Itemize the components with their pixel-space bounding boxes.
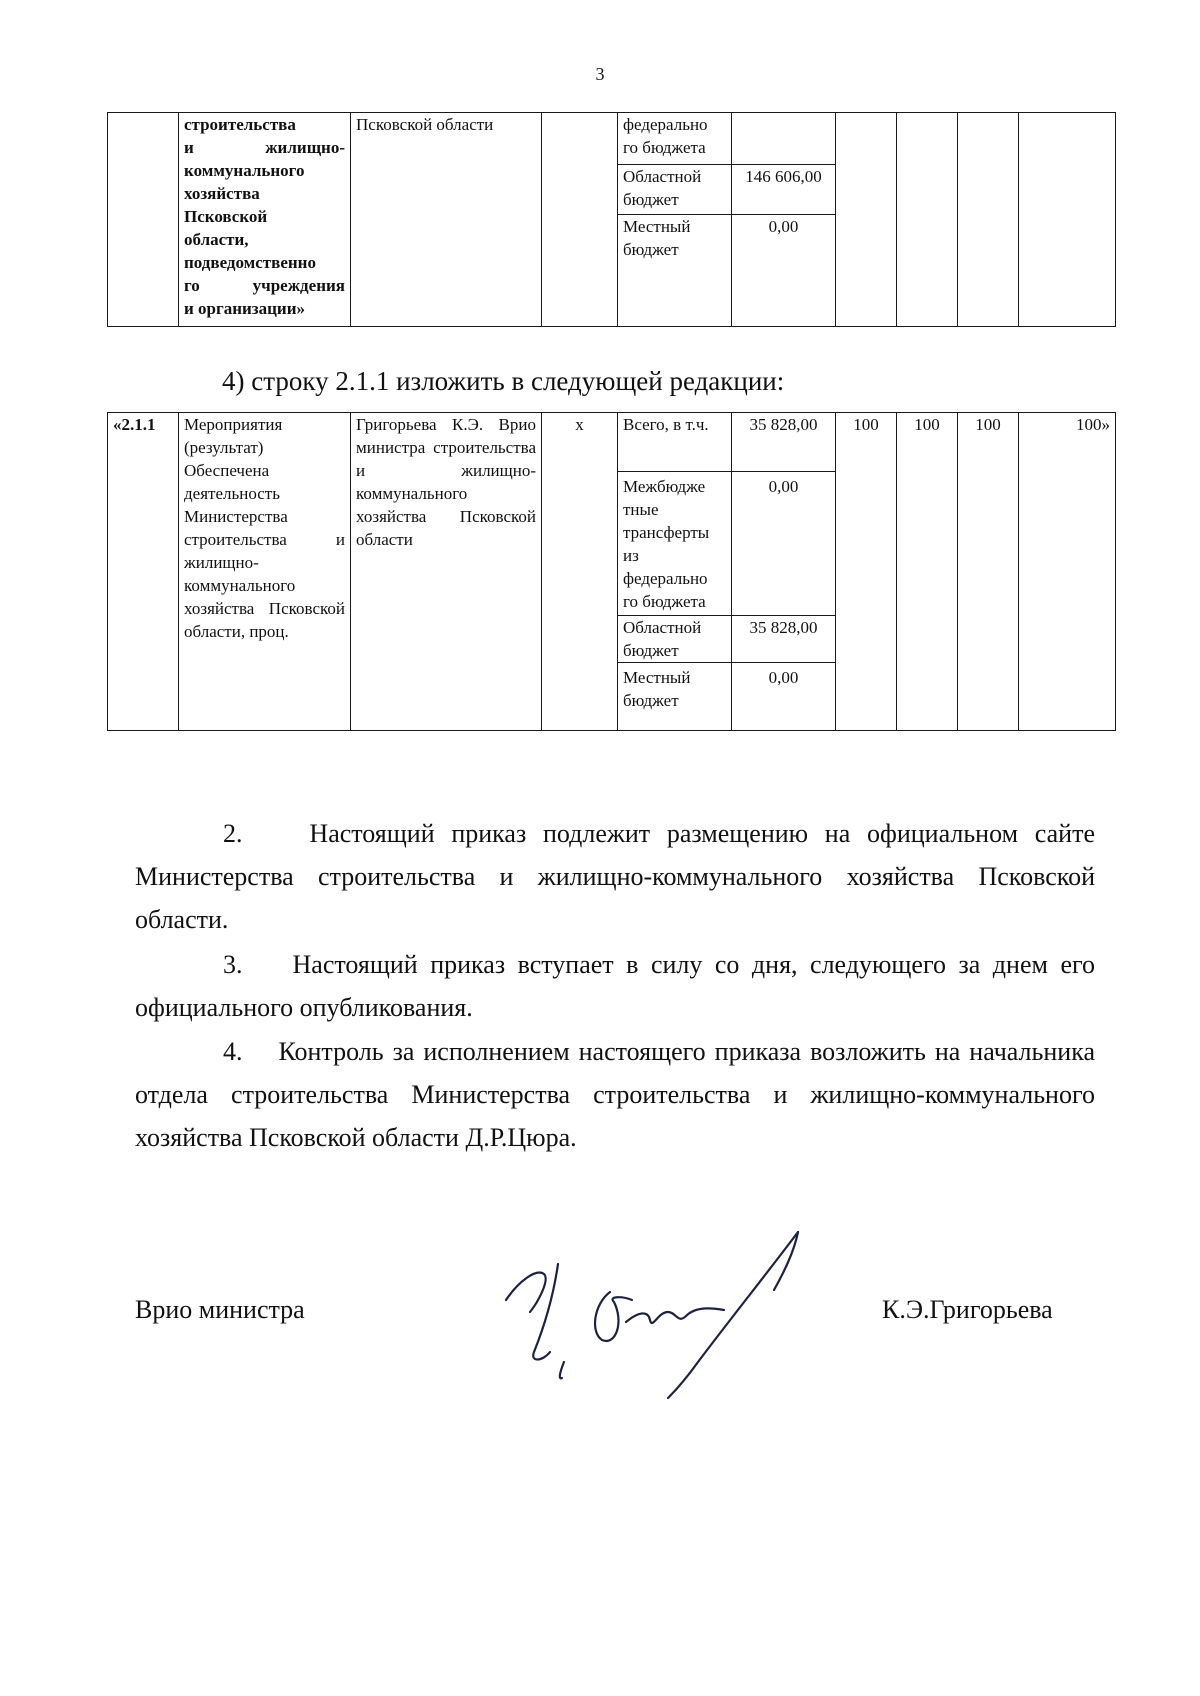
table-row-2-1-1 [107, 412, 1116, 731]
cell-budget-labels: Всего, в т.ч. Межбюдже тные трансферты из федерально го бюджета Областной бюджет Местный бюджет [618, 413, 732, 731]
cell-year-1: 100 [836, 413, 897, 731]
cell-budget-labels: федерально го бюджета Областной бюджет Местный бюджет [618, 113, 732, 327]
cell-budget-values: 146 606,00 0,00 [732, 113, 836, 327]
cell-mark: х [542, 413, 618, 731]
cell-year-2 [897, 113, 958, 327]
cell-year-3: 100 [958, 413, 1019, 731]
cell-year-1 [836, 113, 897, 327]
table-continuation [107, 112, 1116, 327]
cell-activity: Мероприятия (результат) Обеспечена деятельность Министерства строительства и жилищно-коммунального хозяйства Псковской области, проц. [179, 413, 351, 731]
paragraph-4: 4. Контроль за исполнением настоящего приказа возложить на начальника отдела строительства Министерства строительства и жилищно-коммунального хозяйства Псковской области Д.Р.Цюра. [135, 1037, 1095, 1152]
cell-year-4: 100» [1019, 413, 1116, 731]
section-heading: 4) строку 2.1.1 изложить в следующей редакции: [222, 366, 785, 396]
handwritten-signature [498, 1212, 838, 1402]
cell-responsible: Псковской области [351, 113, 542, 327]
cell-num [108, 113, 179, 327]
cell-year-3 [958, 113, 1019, 327]
cell-budget-values: 35 828,00 0,00 35 828,00 0,00 [732, 413, 836, 731]
signer-position: Врио министра [135, 1295, 305, 1324]
paragraph-2: 2. Настоящий приказ подлежит размещению на официальном сайте Министерства строительства и жилищно-коммунального хозяйства Псковской области. [135, 819, 1095, 934]
signer-name: К.Э.Григорьева [882, 1295, 1053, 1324]
page-number: 3 [595, 64, 605, 84]
paragraph-3: 3. Настоящий приказ вступает в силу со дня, следующего за днем его официального опубликования. [135, 950, 1095, 1022]
cell-year-4 [1019, 113, 1116, 327]
cell-num: «2.1.1 [108, 413, 179, 731]
cell-mark [542, 113, 618, 327]
cell-year-2: 100 [897, 413, 958, 731]
cell-activity: строительства и жилищно- коммунального хозяйства Псковской области, подведомственно го учреждения и организации» [179, 113, 351, 327]
cell-responsible: Григорьева К.Э. Врио министра строительства и жилищно-коммунального хозяйства Псковской области [351, 413, 542, 731]
